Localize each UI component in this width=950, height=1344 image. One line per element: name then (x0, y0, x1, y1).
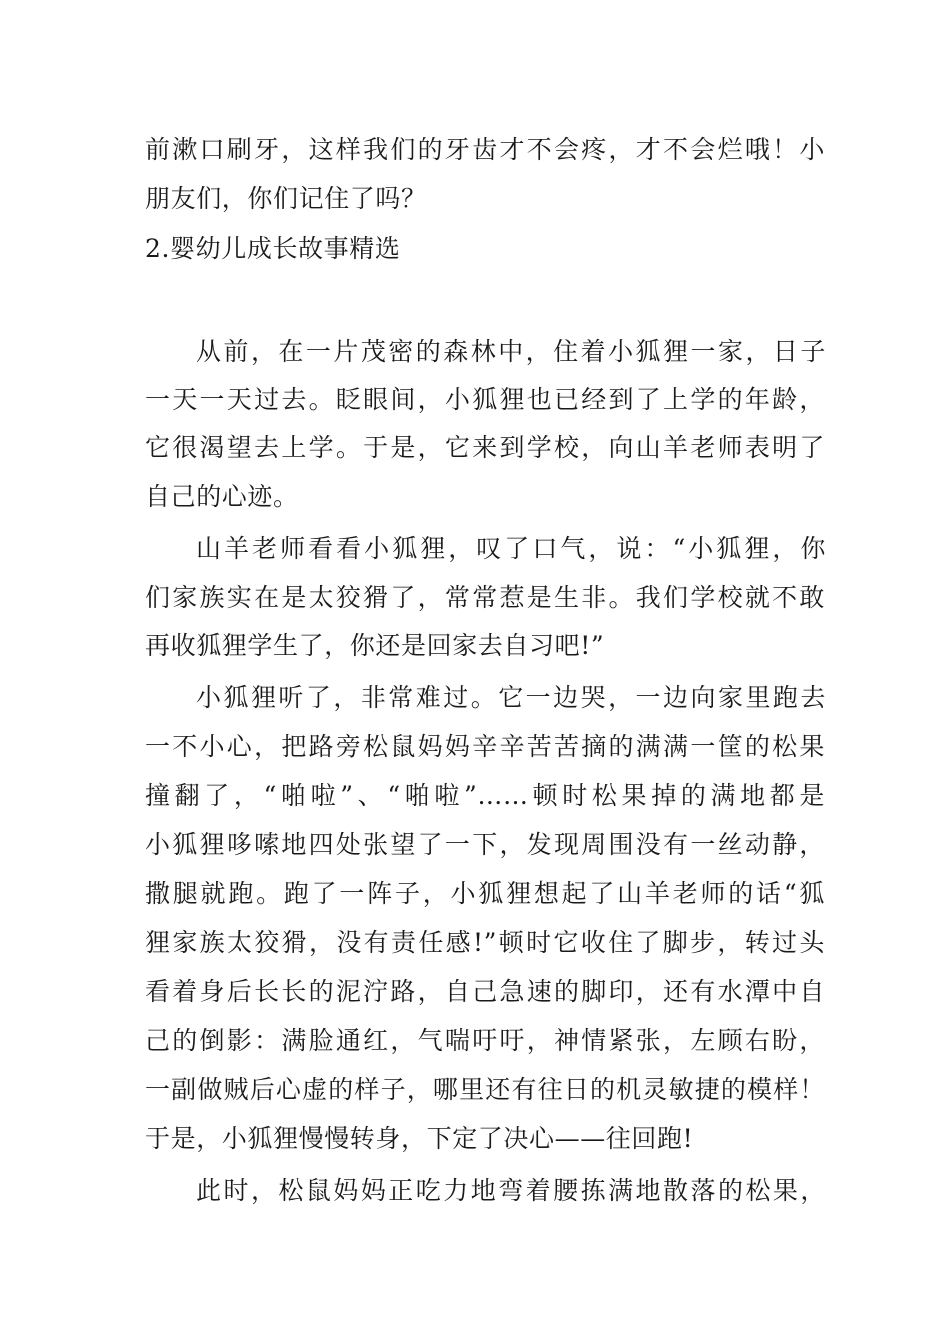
paragraph-line: 看着身后长长的泥泞路，自己急速的脚印，还有水潭中自 (145, 977, 825, 1006)
paragraph-line: 们家族实在是太狡猾了，常常惹是生非。我们学校就不敢 (145, 583, 825, 612)
paragraph-line: 一不小心，把路旁松鼠妈妈辛辛苦苦摘的满满一筐的松果 (145, 732, 825, 761)
paragraph-line: 一天一天过去。眨眼间，小狐狸也已经到了上学的年龄， (145, 385, 825, 414)
paragraph-line: 一副做贼后心虚的样子，哪里还有往日的机灵敏捷的模样！ (145, 1075, 825, 1104)
paragraph-line: 小狐狸听了，非常难过。它一边哭，一边向家里跑去 (196, 683, 826, 712)
paragraph-line: 撞翻了，“啪啦”、“啪啦”……顿时松果掉的满地都是 (145, 781, 825, 810)
paragraph-line: 它很渴望去上学。于是，它来到学校，向山羊老师表明了 (145, 433, 825, 462)
intro-line: 朋友们，你们记住了吗？ (145, 184, 427, 213)
paragraph-line: 小狐狸哆嗦地四处张望了一下，发现周围没有一丝动静， (145, 830, 825, 859)
paragraph-line: 从前，在一片茂密的森林中，住着小狐狸一家，日子 (196, 337, 826, 366)
intro-line: 前漱口刷牙，这样我们的牙齿才不会疼，才不会烂哦！小 (145, 135, 825, 164)
paragraph-line: 狸家族太狡猾，没有责任感!”顿时它收住了脚步，转过头 (145, 928, 825, 957)
paragraph-line: 撒腿就跑。跑了一阵子，小狐狸想起了山羊老师的话“狐 (145, 879, 825, 908)
paragraph-line: 于是，小狐狸慢慢转身，下定了决心——往回跑! (145, 1124, 694, 1153)
paragraph-line: 己的倒影：满脸通红，气喘吁吁，神情紧张，左顾右盼， (145, 1026, 825, 1055)
paragraph-line: 山羊老师看看小狐狸，叹了口气，说：“小狐狸，你 (196, 534, 826, 563)
paragraph-line: 自己的心迹。 (145, 482, 299, 511)
paragraph-line: 此时，松鼠妈妈正吃力地弯着腰拣满地散落的松果， (196, 1176, 826, 1205)
section-title: 2.婴幼儿成长故事精选 (145, 234, 401, 263)
paragraph-line: 再收狐狸学生了，你还是回家去自习吧!” (145, 631, 605, 660)
